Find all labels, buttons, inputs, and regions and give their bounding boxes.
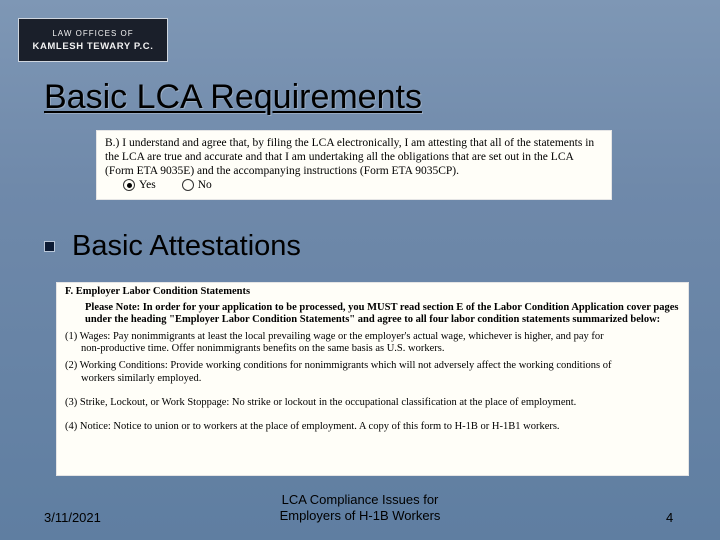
statement-line: workers similarly employed. xyxy=(81,372,202,384)
lca-attestation-excerpt xyxy=(96,130,612,200)
attestation-text: B.) I understand and agree that, by filing the LCA electronically, I am attesting that all of the statements in the LCA are true and accurate and that I am undertaking all the obligations that are set out in the LCA (Form ETA 9035E) and the accompanying instructions (Form ETA 9035CP). xyxy=(105,137,595,177)
statement-item xyxy=(65,360,680,385)
footer-date: 3/11/2021 xyxy=(44,510,101,525)
bullet-item xyxy=(44,230,301,263)
statement-item xyxy=(65,421,680,434)
statement-item xyxy=(65,397,680,410)
statement-line: (2) Working Conditions: Provide working conditions for nonimmigrants which will not adversely affect the working conditions of xyxy=(65,359,612,371)
square-bullet-icon xyxy=(44,241,55,252)
section-heading: F. Employer Labor Condition Statements xyxy=(65,286,251,297)
logo-line-2: KAMLESH TEWARY P.C. xyxy=(32,40,154,52)
statement-line: (4) Notice: Notice to union or to workers at the place of employment. A copy of this form to H-1B or H-1B1 workers. xyxy=(65,420,560,432)
bullet-text: Basic Attestations xyxy=(72,230,301,262)
radio-yes[interactable] xyxy=(123,179,135,191)
footer-title xyxy=(250,492,470,524)
please-note-text: Please Note: In order for your application to be processed, you MUST read section E of the Labor Condition Application cover pages under the heading "Employer Labor Condition Statements" and agree to all four labor condition statements summarized below: xyxy=(85,301,679,326)
footer-title-line-1: LCA Compliance Issues for xyxy=(281,492,439,507)
labor-condition-statements-excerpt xyxy=(56,282,689,476)
slide-number: 4 xyxy=(666,510,674,525)
statement-item xyxy=(65,331,680,356)
slide-title: Basic LCA Requirements xyxy=(44,78,422,116)
radio-yes-label: Yes xyxy=(139,179,156,191)
statement-line: (3) Strike, Lockout, or Work Stoppage: No strike or lockout in the occupational classification at the place of employment. xyxy=(65,397,577,409)
statement-line: non-productive time. Offer nonimmigrants benefits on the same basis as U.S. workers. xyxy=(81,343,445,355)
footer-title-line-2: Employers of H-1B Workers xyxy=(279,508,441,523)
radio-no[interactable] xyxy=(182,179,194,191)
radio-no-label: No xyxy=(197,179,212,191)
statement-line: (1) Wages: Pay nonimmigrants at least the local prevailing wage or the employer's actual wage, whichever is higher, and pay for xyxy=(65,330,604,342)
attestation-radio-group xyxy=(105,178,603,192)
law-office-logo xyxy=(18,18,168,62)
logo-line-1: LAW OFFICES OF xyxy=(52,28,134,38)
